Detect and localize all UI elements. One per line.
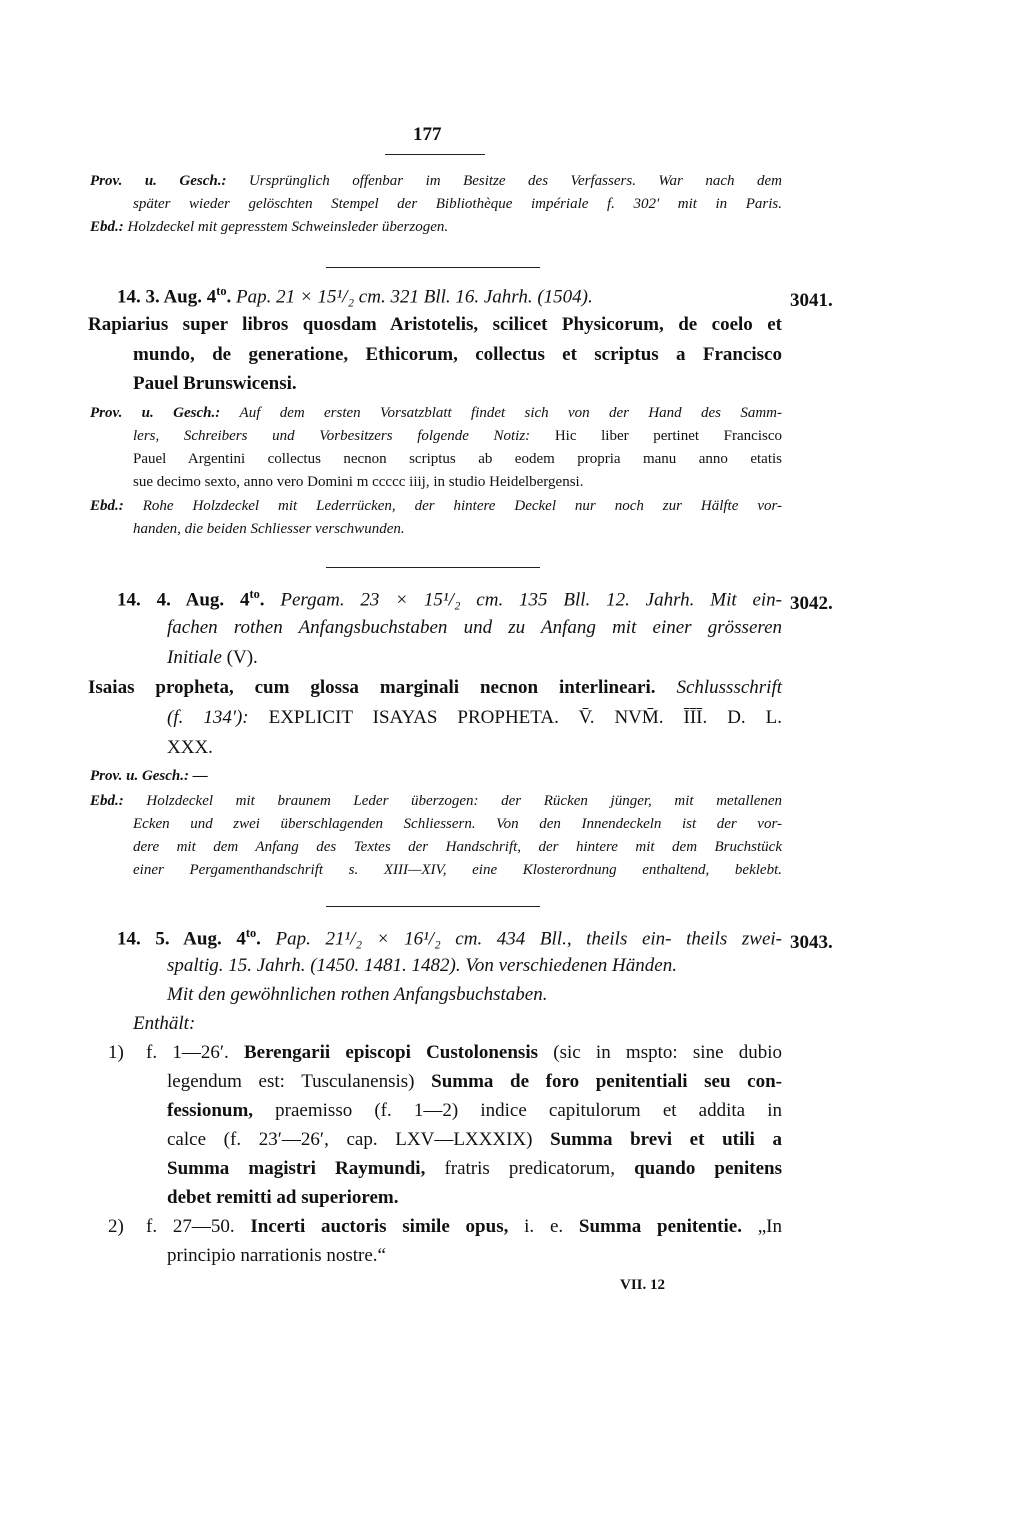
text-line bbox=[167, 985, 547, 1004]
text-segment: quando penitens bbox=[634, 1158, 783, 1179]
text-segment: Summa de foro penitentiali seu con- bbox=[431, 1071, 782, 1092]
text-segment: Incerti auctoris simile opus, bbox=[250, 1216, 525, 1237]
text-line bbox=[146, 1043, 782, 1062]
text-segment: Mit den gewöhnlichen rothen Anfangsbuchstaben. bbox=[167, 984, 548, 1005]
text-segment: 14. 5. Aug. 4 bbox=[117, 928, 246, 950]
text-segment: spaltig. 15. Jahrh. (1450. 1481. 1482). Von verschiedenen Händen. bbox=[167, 955, 677, 976]
text-segment: Pauel Brunswicensi. bbox=[133, 373, 297, 394]
text-line bbox=[133, 475, 782, 490]
text-segment: to bbox=[245, 926, 257, 940]
text-segment: Holzdeckel mit braunem Leder überzogen: der Rücken jünger, mit metallenen bbox=[146, 793, 783, 809]
text-segment: Rohe Holzdeckel mit Lederrücken, der hintere Deckel nur noch zur Hälfte vor- bbox=[142, 498, 783, 514]
text-segment: sue decimo sexto, anno vero Domini m ccccc iiij, in studio Heidelbergensi. bbox=[133, 474, 584, 490]
text-segment: f. 1—26′. bbox=[146, 1042, 244, 1063]
text-segment: Holzdeckel mit gepresstem Schweinsleder überzogen. bbox=[127, 219, 449, 235]
divider bbox=[326, 906, 540, 907]
text-line bbox=[90, 220, 448, 235]
text-line bbox=[88, 678, 782, 697]
entry-number: 3042. bbox=[790, 593, 833, 614]
divider bbox=[326, 267, 540, 268]
text-segment: Hic liber pertinet Francisco bbox=[554, 428, 782, 444]
text-segment: Summa brevi et utili a bbox=[550, 1129, 782, 1150]
text-line bbox=[133, 863, 782, 878]
text-segment: 2) bbox=[108, 1216, 124, 1237]
text-segment: to bbox=[216, 284, 227, 298]
text-segment: legendum est: Tusculanensis) bbox=[167, 1071, 432, 1092]
text-segment: calce (f. 23′—26′, cap. LXV—LXXXIX) bbox=[167, 1129, 551, 1150]
text-line bbox=[167, 956, 782, 975]
text-line bbox=[133, 1014, 195, 1033]
text-segment: Prov. u. Gesch.: bbox=[90, 405, 240, 421]
text-line bbox=[117, 927, 782, 948]
text-segment: to bbox=[249, 587, 260, 601]
text-line bbox=[133, 522, 405, 537]
text-line bbox=[90, 174, 782, 189]
text-segment: principio narrationis nostre.“ bbox=[167, 1245, 386, 1266]
text-line bbox=[133, 197, 782, 212]
text-line bbox=[167, 1072, 782, 1091]
text-segment: fachen rothen Anfangsbuchstaben und zu Anfang mit einer grösseren bbox=[167, 617, 782, 638]
text-line bbox=[167, 1188, 398, 1207]
text-segment: 14. 4. Aug. 4 bbox=[117, 589, 250, 611]
text-line bbox=[133, 374, 297, 393]
text-segment: „In bbox=[757, 1216, 783, 1237]
text-segment: 14. 3. Aug. 4 bbox=[117, 286, 217, 308]
text-segment: Ebd.: bbox=[90, 219, 128, 235]
text-line bbox=[108, 1217, 124, 1236]
text-segment: Pauel Argentini collectus necnon scriptus ab eodem propria manu anno etatis bbox=[133, 451, 782, 467]
text-segment: Summa penitentie. bbox=[578, 1216, 758, 1237]
text-line bbox=[167, 1246, 386, 1265]
text-line bbox=[167, 708, 782, 727]
text-segment: (f. 134′): bbox=[167, 707, 269, 728]
text-segment: Enthält: bbox=[133, 1013, 196, 1034]
text-line bbox=[167, 1130, 782, 1149]
text-segment: Summa magistri Raymundi, bbox=[167, 1158, 445, 1179]
text-line bbox=[133, 429, 782, 444]
text-segment: debet remitti ad superiorem. bbox=[167, 1187, 399, 1208]
text-segment: Prov. u. Gesch.: — bbox=[90, 768, 208, 784]
text-segment: f. 27—50. bbox=[146, 1216, 251, 1237]
text-segment: Rapiarius super libros quosdam Aristotelis, scilicet Physicorum, de coelo et bbox=[88, 314, 782, 335]
text-segment: Auf dem ersten Vorsatzblatt findet sich von der Hand des Samm- bbox=[239, 405, 782, 421]
text-segment: praemisso (f. 1—2) indice capitulorum et addita in bbox=[275, 1100, 782, 1121]
text-segment: 1) bbox=[108, 1042, 124, 1063]
text-line bbox=[90, 794, 782, 809]
text-line bbox=[117, 588, 782, 609]
text-segment: Ebd.: bbox=[90, 793, 147, 809]
text-segment: Prov. u. Gesch.: bbox=[90, 173, 249, 189]
text-segment: Ecken und zwei überschlagenden Schliessern. Von den Innendeckeln ist der vor- bbox=[133, 816, 782, 832]
text-segment: (V). bbox=[226, 647, 258, 668]
text-line bbox=[167, 1101, 782, 1120]
text-line bbox=[167, 618, 782, 637]
text-segment: handen, die beiden Schliesser verschwunden. bbox=[133, 521, 405, 537]
text-line bbox=[90, 769, 208, 784]
entry-number: 3043. bbox=[790, 932, 833, 953]
divider bbox=[385, 154, 485, 155]
text-segment: Pap. 21 × 15¹/₂ cm. 321 Bll. 16. Jahrh. (1504). bbox=[236, 286, 593, 308]
text-line bbox=[133, 840, 782, 855]
text-segment: Schlussschrift bbox=[676, 677, 782, 698]
text-segment: i. e. bbox=[524, 1216, 579, 1237]
text-line bbox=[88, 315, 782, 334]
text-line bbox=[117, 285, 593, 306]
text-line bbox=[167, 648, 258, 667]
text-segment: (sic in mspto: sine dubio bbox=[553, 1042, 783, 1063]
text-line bbox=[167, 738, 213, 757]
text-segment: . bbox=[256, 928, 276, 950]
text-line bbox=[133, 345, 782, 364]
text-segment: fratris predicatorum, bbox=[444, 1158, 635, 1179]
text-segment: . bbox=[226, 286, 237, 308]
text-segment: lers, Schreibers und Vorbesitzers folgende Notiz: bbox=[133, 428, 555, 444]
text-line bbox=[167, 1159, 782, 1178]
entry-number: 3041. bbox=[790, 290, 833, 311]
text-segment: Berengarii episcopi Custolonensis bbox=[243, 1042, 554, 1063]
text-line bbox=[133, 452, 782, 467]
text-segment: Ursprünglich offenbar im Besitze des Verfassers. War nach dem bbox=[248, 173, 782, 189]
text-segment: Pergam. 23 × 15¹/₂ cm. 135 Bll. 12. Jahrh. Mit ein- bbox=[280, 589, 783, 611]
text-segment: einer Pergamenthandschrift s. XIII—XIV, eine Klosterordnung enthaltend, beklebt. bbox=[133, 862, 782, 878]
text-line bbox=[146, 1217, 782, 1236]
text-line bbox=[90, 406, 782, 421]
text-segment: Isaias propheta, cum glossa marginali necnon interlineari. bbox=[88, 677, 677, 698]
text-segment: später wieder gelöschten Stempel der Bibliothèque impériale f. 302′ mit in Paris. bbox=[133, 196, 782, 212]
page-number: 177 bbox=[413, 124, 442, 145]
signature-mark: VII. 12 bbox=[620, 1277, 666, 1293]
text-segment: mundo, de generatione, Ethicorum, collectus et scriptus a Francisco bbox=[133, 344, 782, 365]
text-line bbox=[90, 499, 782, 514]
text-segment: EXPLICIT ISAYAS PROPHETA. V̄. NVM̄. ĪĪĪ. D. L. bbox=[268, 707, 782, 728]
text-segment: Ebd.: bbox=[90, 498, 143, 514]
text-line bbox=[108, 1043, 124, 1062]
text-segment: Initiale bbox=[167, 647, 227, 668]
divider bbox=[326, 567, 540, 568]
text-segment: Pap. 21¹/₂ × 16¹/₂ cm. 434 Bll., theils ein- theils zwei- bbox=[275, 928, 782, 950]
text-line bbox=[133, 817, 782, 832]
text-segment: dere mit dem Anfang des Textes der Handschrift, der hintere mit dem Bruchstück bbox=[133, 839, 782, 855]
text-segment: fessionum, bbox=[167, 1100, 276, 1121]
text-segment: . bbox=[259, 589, 281, 611]
text-segment: XXX. bbox=[167, 737, 213, 758]
